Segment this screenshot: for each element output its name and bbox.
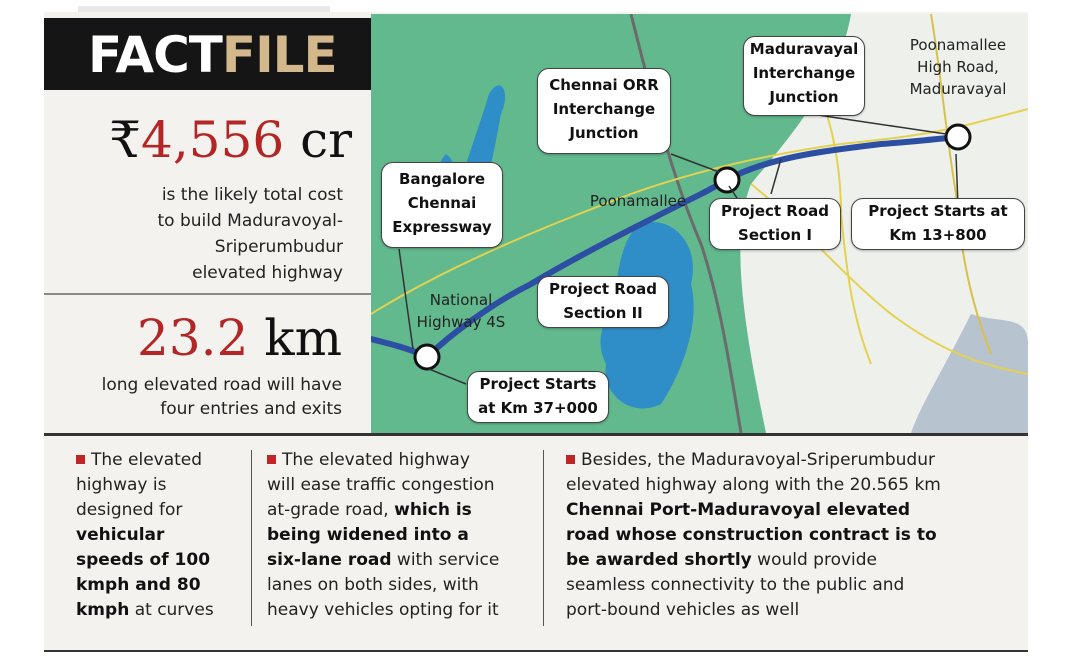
callout-line: Project Starts at bbox=[868, 202, 1008, 220]
col-line: designed for bbox=[76, 500, 183, 520]
col-line bbox=[267, 498, 537, 523]
label-nh4 bbox=[409, 289, 513, 333]
column-separator bbox=[251, 450, 252, 626]
rupee-symbol: ₹ bbox=[109, 111, 142, 169]
col-bold: vehicular bbox=[76, 525, 165, 545]
desc-line: is the likely total cost bbox=[161, 185, 343, 205]
col-line bbox=[76, 573, 244, 598]
col-bold: being widened into a bbox=[267, 525, 469, 545]
bullet-square-icon bbox=[76, 455, 85, 464]
top-rule bbox=[78, 6, 330, 12]
cost-unit: cr bbox=[300, 111, 352, 169]
col-text: The elevated bbox=[91, 450, 203, 470]
callout-chennai-orr bbox=[537, 68, 671, 154]
col-text: at curves bbox=[129, 600, 214, 620]
callout-line: Km 13+800 bbox=[889, 226, 987, 244]
col-line: lanes on both sides, with bbox=[267, 575, 479, 595]
km37-marker bbox=[415, 345, 439, 369]
col-line: highway is bbox=[76, 475, 167, 495]
callout-bangalore-expressway bbox=[381, 162, 503, 248]
col-line: heavy vehicles opting for it bbox=[267, 600, 499, 620]
callout-section-1 bbox=[709, 198, 841, 250]
col-bold: be awarded shortly bbox=[566, 550, 752, 570]
col-line bbox=[76, 523, 244, 548]
bullet-square-icon bbox=[566, 455, 575, 464]
callout-line: Chennai bbox=[407, 194, 477, 212]
fact-file-header bbox=[44, 18, 371, 90]
label-line: Highway 4S bbox=[416, 313, 506, 331]
callout-line: Junction bbox=[769, 88, 839, 106]
label-line: Poonamallee bbox=[909, 36, 1007, 54]
callout-line: Project Starts bbox=[479, 375, 597, 393]
header-file: FILE bbox=[221, 26, 337, 84]
desc-line: Sriperumbudur bbox=[214, 237, 343, 257]
bullet-column-2 bbox=[267, 448, 537, 623]
callout-line: Chennai ORR bbox=[549, 76, 659, 94]
callout-line: Junction bbox=[569, 124, 639, 142]
header-title bbox=[88, 28, 337, 82]
col-bold: kmph and 80 bbox=[76, 575, 201, 595]
col-bold: kmph bbox=[76, 600, 130, 620]
callout-line: Bangalore bbox=[398, 170, 486, 188]
col-line: will ease traffic congestion bbox=[267, 475, 495, 495]
col-text: would provide bbox=[751, 550, 878, 570]
col-line bbox=[267, 448, 537, 473]
col-line bbox=[566, 523, 1026, 548]
column-separator bbox=[543, 450, 544, 626]
callout-line: Maduravayal bbox=[749, 40, 859, 58]
col-text: at-grade road, bbox=[267, 500, 395, 520]
col-text: Besides, the Maduravoyal-Sriperumbudur bbox=[581, 450, 935, 470]
callout-km13 bbox=[851, 198, 1025, 250]
callout-line: Interchange bbox=[552, 100, 656, 118]
col-text: with service bbox=[391, 550, 500, 570]
col-bold: road whose construction contract is to bbox=[566, 525, 937, 545]
desc-line: elevated highway bbox=[192, 263, 343, 283]
col-line bbox=[566, 548, 1026, 573]
desc-line: to build Maduravoyal- bbox=[157, 211, 343, 231]
route-map bbox=[371, 14, 1028, 433]
label-poonamallee: Poonamallee bbox=[589, 192, 687, 210]
callout-line: Project Road bbox=[548, 280, 657, 298]
stat-divider bbox=[44, 293, 371, 295]
col-bold: Chennai Port-Maduravoyal elevated bbox=[566, 500, 911, 520]
desc-line: four entries and exits bbox=[160, 399, 342, 419]
length-unit: km bbox=[264, 309, 342, 367]
callout-line: at Km 37+000 bbox=[478, 399, 598, 417]
bullet-column-3 bbox=[566, 448, 1026, 623]
length-description bbox=[60, 373, 342, 421]
callout-line: Section II bbox=[563, 304, 643, 322]
callout-line: Project Road bbox=[720, 202, 829, 220]
bullet-square-icon bbox=[267, 455, 276, 464]
callout-line: Interchange bbox=[752, 64, 856, 82]
cost-stat bbox=[92, 108, 352, 172]
callout-section-2 bbox=[537, 276, 669, 328]
cost-description bbox=[100, 182, 343, 286]
label-poonamallee-high-road bbox=[893, 34, 1023, 100]
col-line bbox=[566, 498, 1026, 523]
col-line bbox=[267, 523, 537, 548]
callout-line: Section I bbox=[738, 226, 812, 244]
col-line: elevated highway along with the 20.565 km bbox=[566, 475, 941, 495]
label-line: National bbox=[429, 291, 493, 309]
col-line bbox=[76, 598, 244, 623]
bottom-rule bbox=[44, 650, 1028, 652]
callout-km37 bbox=[467, 371, 609, 423]
col-bold: speeds of 100 bbox=[76, 550, 211, 570]
label-line: Maduravayal bbox=[909, 80, 1007, 98]
col-line bbox=[566, 448, 1026, 473]
col-bold: which is bbox=[394, 500, 472, 520]
label-line: High Road, bbox=[917, 58, 999, 76]
col-bold: six-lane road bbox=[267, 550, 392, 570]
callout-maduravayal-interchange bbox=[743, 36, 865, 116]
col-line bbox=[76, 548, 244, 573]
desc-line: long elevated road will have bbox=[101, 375, 342, 395]
col-line: seamless connectivity to the public and bbox=[566, 575, 905, 595]
col-line bbox=[76, 448, 244, 473]
cost-value: 4,556 bbox=[141, 111, 285, 169]
col-line bbox=[267, 548, 537, 573]
col-line: port-bound vehicles as well bbox=[566, 600, 800, 620]
km13-marker bbox=[946, 125, 970, 149]
col-text: The elevated highway bbox=[282, 450, 470, 470]
section-rule bbox=[44, 433, 1028, 436]
length-value: 23.2 bbox=[137, 309, 249, 367]
callout-line: Expressway bbox=[392, 218, 492, 236]
header-fact: FACT bbox=[88, 26, 222, 84]
length-stat bbox=[92, 306, 342, 370]
bullet-column-1 bbox=[76, 448, 244, 623]
